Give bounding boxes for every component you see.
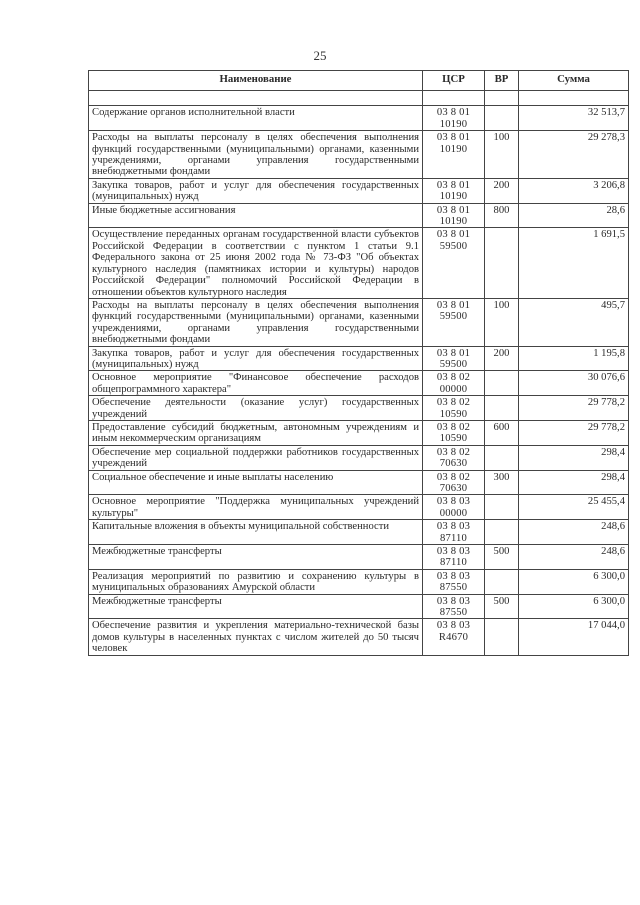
row-sum-cell: 25 455,4 [519, 495, 629, 520]
header-csr: ЦСР [423, 71, 485, 91]
table-row [89, 470, 629, 495]
row-csr-direction: 87550 [439, 607, 468, 619]
table-row [89, 445, 629, 470]
row-csr-direction: 70630 [439, 458, 468, 470]
row-csr-program: 03 8 01 [436, 229, 471, 241]
table-row [89, 131, 629, 179]
row-csr-direction: 59500 [439, 311, 468, 323]
table-row [89, 371, 629, 396]
row-vr-cell [485, 106, 519, 131]
spacer-cell [485, 91, 519, 106]
row-csr-cell [423, 131, 485, 179]
row-sum-cell: 29 278,3 [519, 131, 629, 179]
row-csr-cell [423, 106, 485, 131]
row-csr-program: 03 8 03 [436, 546, 471, 558]
row-csr-cell [423, 178, 485, 203]
header-vr: ВР [485, 71, 519, 91]
row-vr-cell [485, 228, 519, 298]
table-row [89, 106, 629, 131]
row-csr-program: 03 8 01 [436, 347, 471, 359]
row-sum-cell: 298,4 [519, 445, 629, 470]
row-name-cell: Обеспечение развития и укрепления материально-технической базы домов культуры в населенных пунктах с числом жителей до 50 тысяч человек [89, 619, 423, 655]
row-csr-direction: 10590 [439, 433, 468, 445]
table-row [89, 569, 629, 594]
row-csr-program: 03 8 01 [436, 107, 471, 119]
spacer-cell [519, 91, 629, 106]
row-csr-program: 03 8 02 [436, 421, 471, 433]
row-vr-cell [485, 495, 519, 520]
row-name-cell: Основное мероприятие "Финансовое обеспечение расходов общепрограммного характера" [89, 371, 423, 396]
row-vr-cell: 200 [485, 346, 519, 371]
row-csr-direction: 87110 [439, 532, 468, 544]
row-vr-cell [485, 520, 519, 545]
row-csr-direction: 87110 [439, 557, 468, 569]
row-csr-direction: 10190 [439, 216, 468, 228]
row-vr-cell: 600 [485, 420, 519, 445]
row-sum-cell: 1 195,8 [519, 346, 629, 371]
row-csr-direction: R4670 [438, 631, 469, 643]
row-name-cell: Содержание органов исполнительной власти [89, 106, 423, 131]
row-name-cell: Предоставление субсидий бюджетным, автономным учреждениям и иным некоммерческим организациям [89, 420, 423, 445]
row-csr-program: 03 8 02 [436, 372, 471, 384]
row-csr-program: 03 8 03 [436, 595, 471, 607]
row-csr-cell [423, 420, 485, 445]
row-sum-cell: 248,6 [519, 545, 629, 570]
table-header-row [89, 71, 629, 91]
row-vr-cell [485, 619, 519, 655]
table-row [89, 178, 629, 203]
row-name-cell: Расходы на выплаты персоналу в целях обеспечения выполнения функций государственными (муниципальными) органами, казенными учреждениями, органами управления государственными внебюджетными фондами [89, 131, 423, 179]
row-csr-program: 03 8 01 [436, 179, 471, 191]
row-sum-cell: 3 206,8 [519, 178, 629, 203]
row-vr-cell [485, 371, 519, 396]
row-csr-program: 03 8 03 [436, 620, 471, 632]
table-row [89, 346, 629, 371]
header-name: Наименование [89, 71, 423, 91]
row-csr-direction: 10590 [439, 408, 468, 420]
row-csr-direction: 10190 [439, 118, 468, 130]
row-name-cell: Закупка товаров, работ и услуг для обеспечения государственных (муниципальных) нужд [89, 178, 423, 203]
row-csr-direction: 00000 [439, 507, 468, 519]
row-sum-cell: 28,6 [519, 203, 629, 228]
row-name-cell: Основное мероприятие "Поддержка муниципальных учреждений культуры" [89, 495, 423, 520]
table-row [89, 545, 629, 570]
row-csr-cell [423, 298, 485, 346]
row-csr-direction: 87550 [439, 582, 468, 594]
row-csr-cell [423, 228, 485, 298]
row-vr-cell [485, 569, 519, 594]
row-csr-cell [423, 569, 485, 594]
row-vr-cell [485, 445, 519, 470]
table-spacer-row [89, 91, 629, 106]
row-name-cell: Обеспечение мер социальной поддержки работников государственных учреждений [89, 445, 423, 470]
row-csr-cell [423, 470, 485, 495]
row-sum-cell: 495,7 [519, 298, 629, 346]
row-name-cell: Расходы на выплаты персоналу в целях обеспечения выполнения функций государственными (муниципальными) органами, казенными учреждениями, органами управления государственными внебюджетными фондами [89, 298, 423, 346]
row-vr-cell: 200 [485, 178, 519, 203]
table-row [89, 228, 629, 298]
page-number: 25 [313, 48, 327, 63]
spacer-cell [89, 91, 423, 106]
row-sum-cell: 298,4 [519, 470, 629, 495]
row-csr-cell [423, 545, 485, 570]
row-sum-cell: 1 691,5 [519, 228, 629, 298]
row-csr-cell [423, 346, 485, 371]
row-csr-program: 03 8 03 [436, 570, 471, 582]
row-csr-program: 03 8 02 [436, 471, 471, 483]
row-csr-program: 03 8 02 [436, 446, 471, 458]
row-csr-program: 03 8 03 [436, 521, 471, 533]
row-csr-cell [423, 594, 485, 619]
table-row [89, 420, 629, 445]
row-name-cell: Реализация мероприятий по развитию и сохранению культуры в муниципальных образованиях Амурской области [89, 569, 423, 594]
row-csr-cell [423, 619, 485, 655]
row-name-cell: Обеспечение деятельности (оказание услуг) государственных учреждений [89, 396, 423, 421]
row-vr-cell: 800 [485, 203, 519, 228]
table-row [89, 520, 629, 545]
row-csr-cell [423, 396, 485, 421]
row-sum-cell: 29 778,2 [519, 420, 629, 445]
header-sum: Сумма [519, 71, 629, 91]
row-csr-program: 03 8 03 [436, 496, 471, 508]
spacer-cell [423, 91, 485, 106]
row-name-cell: Закупка товаров, работ и услуг для обеспечения государственных (муниципальных) нужд [89, 346, 423, 371]
row-csr-cell [423, 371, 485, 396]
row-sum-cell: 248,6 [519, 520, 629, 545]
row-sum-cell: 29 778,2 [519, 396, 629, 421]
row-csr-program: 03 8 02 [436, 397, 471, 409]
row-name-cell: Межбюджетные трансферты [89, 545, 423, 570]
row-csr-cell [423, 445, 485, 470]
row-csr-cell [423, 520, 485, 545]
row-name-cell: Социальное обеспечение и иные выплаты населению [89, 470, 423, 495]
row-name-cell: Капитальные вложения в объекты муниципальной собственности [89, 520, 423, 545]
row-name-cell: Межбюджетные трансферты [89, 594, 423, 619]
row-csr-direction: 70630 [439, 483, 468, 494]
row-sum-cell: 30 076,6 [519, 371, 629, 396]
table-row [89, 594, 629, 619]
row-csr-direction: 59500 [439, 240, 468, 252]
row-csr-direction: 10190 [439, 191, 468, 203]
table-row [89, 203, 629, 228]
row-vr-cell [485, 396, 519, 421]
table-row [89, 298, 629, 346]
row-vr-cell: 100 [485, 298, 519, 346]
row-csr-direction: 00000 [439, 383, 468, 395]
row-csr-program: 03 8 01 [436, 132, 471, 144]
table-row [89, 396, 629, 421]
row-sum-cell: 32 513,7 [519, 106, 629, 131]
row-vr-cell: 300 [485, 470, 519, 495]
row-sum-cell: 6 300,0 [519, 594, 629, 619]
row-sum-cell: 6 300,0 [519, 569, 629, 594]
row-vr-cell: 500 [485, 545, 519, 570]
row-csr-direction: 10190 [439, 143, 468, 155]
row-vr-cell: 500 [485, 594, 519, 619]
table-row [89, 495, 629, 520]
row-name-cell: Осуществление переданных органам государственной власти субъектов Российской Федерации в соответствии с пунктом 1 статьи 9.1 Федерального закона от 25 июня 2002 года № 73-ФЗ "Об объектах культурного наследия (памятниках истории и культуры) народов Российской Федерации" полномочий Российской Федерации в отношении объектов культурного наследия [89, 228, 423, 298]
row-name-cell: Иные бюджетные ассигнования [89, 203, 423, 228]
row-sum-cell: 17 044,0 [519, 619, 629, 655]
budget-table [88, 70, 629, 656]
row-vr-cell: 100 [485, 131, 519, 179]
row-csr-direction: 59500 [439, 358, 468, 370]
row-csr-cell [423, 495, 485, 520]
table-row [89, 619, 629, 655]
row-csr-cell [423, 203, 485, 228]
row-csr-program: 03 8 01 [436, 204, 471, 216]
row-csr-program: 03 8 01 [436, 299, 471, 311]
